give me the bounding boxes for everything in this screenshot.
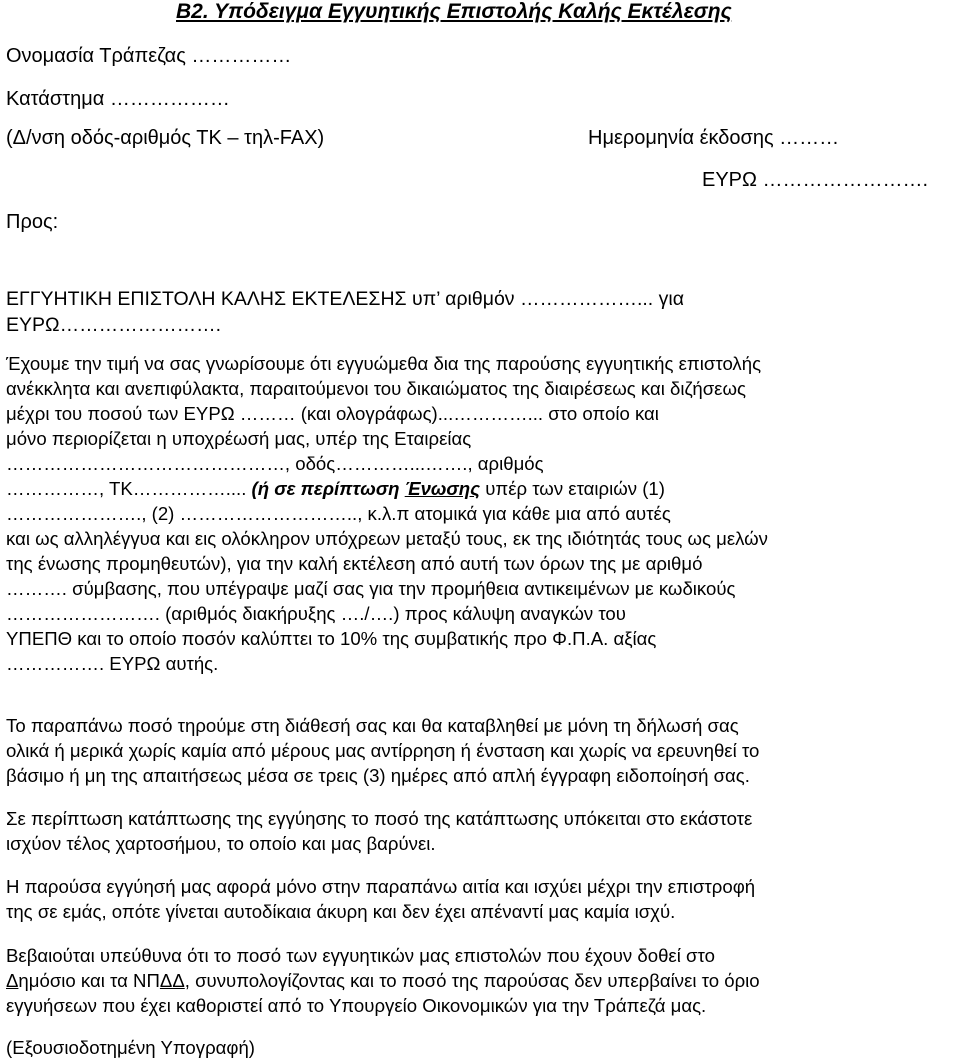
paragraph-line: Βεβαιούται υπεύθυνα ότι το ποσό των εγγυητικών μας επιστολών που έχουν δοθεί στο: [6, 945, 715, 966]
main-line: …………………., (2) ……………………….., κ.λ.π ατομικά για κάθε μια από αυτές: [6, 503, 671, 524]
main-line: και ως αλληλέγγυα και εις ολόκληρον υπόχρεων μεταξύ τους, εκ της ιδιότητάς τους ως μελών: [6, 528, 768, 549]
main-line: ………………………………………, οδός…………...……., αριθμός: [6, 453, 544, 474]
main-line: ………. σύμβασης, που υπέγραψε μαζί σας για την προμήθεια αντικειμένων με κωδικούς: [6, 578, 736, 599]
consortium-word: Ένωσης: [404, 478, 481, 499]
validity-paragraph: [6, 874, 956, 924]
guarantee-heading-line1: ΕΓΓΥΗΤΙΚΗ ΕΠΙΣΤΟΛΗ ΚΑΛΗΣ ΕΚΤΕΛΕΣΗΣ υπ’ αριθμόν ………………... για: [6, 288, 684, 310]
declaration-paragraph: [6, 943, 956, 1018]
main-line-text: υπέρ των εταιριών (1): [480, 478, 665, 499]
paragraph-line: Σε περίπτωση κατάπτωσης της εγγύησης το ποσό της κατάπτωσης υπόκειται στο εκάστοτε: [6, 808, 753, 829]
bank-name-field: Ονομασία Τράπεζας ……………: [6, 45, 292, 67]
main-line: ……………………. (αριθμός διακήρυξης …./….) προς κάλυψη αναγκών του: [6, 603, 626, 624]
main-line-text: ……………, ΤΚ……………....: [6, 478, 252, 499]
consortium-clause-start: (ή σε περίπτωση: [251, 478, 405, 499]
guarantee-heading-line2: ΕΥΡΩ…………………….: [6, 314, 222, 336]
document-title: Β2. Υπόδειγμα Εγγυητικής Επιστολής Καλής Εκτέλεσης: [176, 0, 732, 23]
public-sector-text: ημόσιο και τα ΝΠ: [18, 970, 160, 991]
branch-field: Κατάστημα ………………: [6, 88, 230, 110]
stamp-duty-paragraph: [6, 806, 956, 856]
recipient-label: Προς:: [6, 211, 59, 233]
authorized-signature: (Εξουσιοδοτημένη Υπογραφή): [6, 1037, 255, 1058]
main-line: μέχρι του ποσού των ΕΥΡΩ ……… (και ολογράφως)...…………... στο οποίο και: [6, 403, 659, 424]
main-line: ανέκκλητα και ανεπιφύλακτα, παραιτούμενοι του δικαιώματος της διαιρέσεως και διζήσεως: [6, 378, 746, 399]
public-sector-letter: Δ: [6, 970, 19, 991]
main-paragraph: [6, 351, 956, 676]
main-line: [6, 476, 956, 501]
paragraph-line: Το παραπάνω ποσό τηρούμε στη διάθεσή σας και θα καταβληθεί με μόνη τη δήλωσή σας: [6, 715, 739, 736]
paragraph-line: εγγυήσεων που έχει καθοριστεί από το Υπουργείο Οικονομικών για την Τράπεζά μας.: [6, 995, 707, 1016]
paragraph-line: Η παρούσα εγγύησή μας αφορά μόνο στην παραπάνω αιτία και ισχύει μέχρι την επιστροφή: [6, 876, 756, 897]
amount-field: ΕΥΡΩ …………………….: [702, 169, 929, 191]
payment-paragraph: [6, 713, 956, 788]
paragraph-line: [6, 968, 956, 993]
main-line: Έχουμε την τιμή να σας γνωρίσουμε ότι εγγυώμεθα δια της παρούσης εγγυητικής επιστολής: [6, 353, 762, 374]
paragraph-line: ισχύον τέλος χαρτοσήμου, το οποίο και μας βαρύνει.: [6, 833, 436, 854]
paragraph-line-text: , συνυπολογίζοντας και το ποσό της παρούσας δεν υπερβαίνει το όριο: [184, 970, 760, 991]
issue-date-field: Ημερομηνία έκδοσης ………: [588, 127, 840, 149]
main-line: μόνο περιορίζεται η υποχρέωσή μας, υπέρ της Εταιρείας: [6, 428, 472, 449]
main-line: της ένωσης προμηθευτών), για την καλή εκτέλεση από αυτή των όρων της με αριθμό: [6, 553, 703, 574]
address-field: (Δ/νση οδός-αριθμός ΤΚ – τηλ-FAX): [6, 127, 325, 149]
paragraph-line: βάσιμο ή μη της απαιτήσεως μέσα σε τρεις (3) ημέρες από απλή έγγραφη ειδοποίησή σας.: [6, 765, 750, 786]
paragraph-line: της σε εμάς, οπότε γίνεται αυτοδίκαια άκυρη και δεν έχει απέναντί μας καμία ισχύ.: [6, 901, 676, 922]
main-line: ΥΠΕΠΘ και το οποίο ποσόν καλύπτει το 10% της συμβατικής προ Φ.Π.Α. αξίας: [6, 628, 657, 649]
main-line: ……………. ΕΥΡΩ αυτής.: [6, 653, 219, 674]
paragraph-line: ολικά ή μερικά χωρίς καμία από μέρους μας αντίρρηση ή ένσταση και χωρίς να ερευνηθεί το: [6, 740, 760, 761]
public-entity-letters: ΔΔ: [159, 970, 185, 991]
